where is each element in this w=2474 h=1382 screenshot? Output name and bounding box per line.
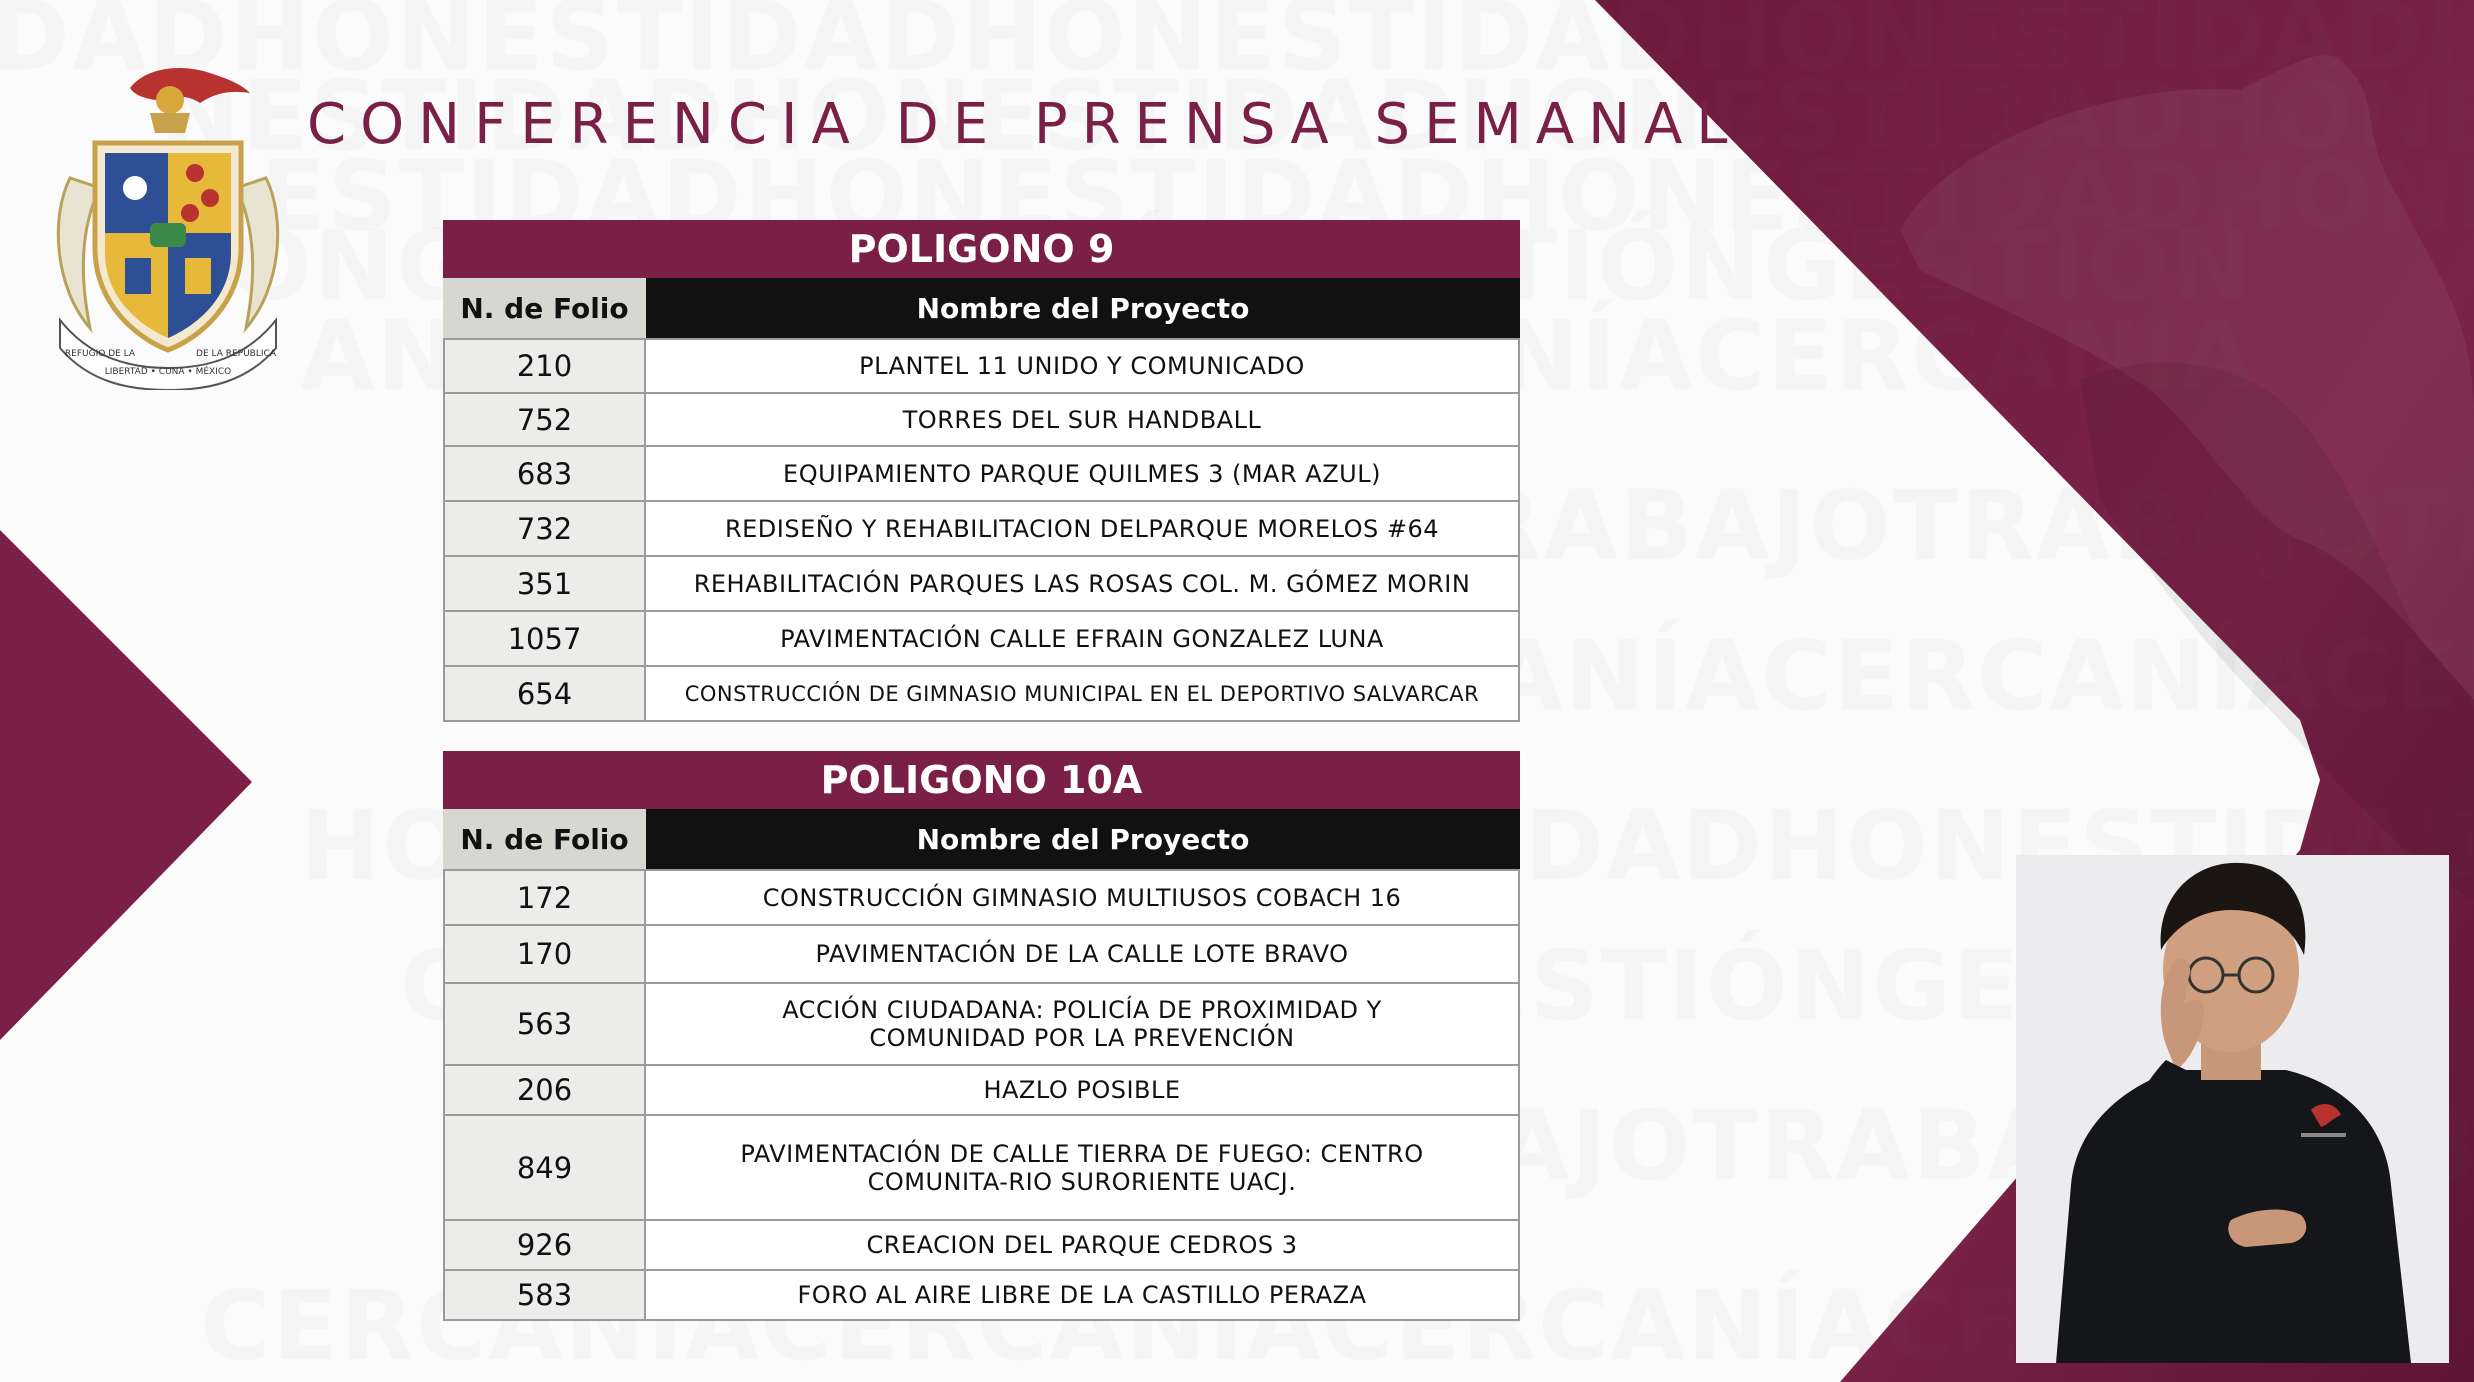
table-title: POLIGONO 10A [443, 751, 1520, 809]
project-name-cell: PLANTEL 11 UNIDO Y COMUNICADO [859, 352, 1305, 380]
poligono-10a-table [443, 751, 1520, 1321]
table-row [445, 445, 1518, 500]
project-name-cell: REHABILITACIÓN PARQUES LAS ROSAS COL. M. GÓMEZ MORIN [693, 569, 1471, 598]
folio-cell: 583 [445, 1271, 646, 1319]
table-row [445, 924, 1518, 982]
coat-of-arms-logo [50, 58, 286, 390]
folio-cell: 926 [445, 1221, 646, 1269]
project-name-cell: REDISEÑO Y REHABILITACION DELPARQUE MORELOS #64 [724, 514, 1440, 543]
table-rows [443, 338, 1520, 722]
column-header-row [443, 809, 1520, 869]
table-row [445, 982, 1518, 1064]
folio-cell: 849 [445, 1116, 646, 1219]
logo-motto-right: DE LA REPÚBLICA [196, 349, 276, 359]
project-name-cell: PAVIMENTACIÓN DE CALLE TIERRA DE FUEGO: CENTRO COMUNITA-RIO SURORIENTE UACJ. [740, 1139, 1424, 1196]
column-header-folio: N. de Folio [443, 278, 646, 338]
interpreter-figure [2016, 855, 2449, 1363]
table-row [445, 338, 1518, 392]
table-row [445, 500, 1518, 555]
table-row [445, 1114, 1518, 1219]
table-row [445, 869, 1518, 924]
project-name-cell: CONSTRUCCIÓN GIMNASIO MULTIUSOS COBACH 16 [762, 883, 1402, 912]
folio-cell: 170 [445, 926, 646, 982]
column-header-row [443, 278, 1520, 338]
project-name-cell: PAVIMENTACIÓN DE LA CALLE LOTE BRAVO [815, 940, 1349, 968]
project-name-cell: CREACION DEL PARQUE CEDROS 3 [866, 1231, 1298, 1259]
logo-motto-center: LIBERTAD • CUNA • MÉXICO [104, 367, 232, 377]
folio-cell: 1057 [445, 612, 646, 665]
folio-cell: 206 [445, 1066, 646, 1114]
interpreter-video [2016, 855, 2449, 1363]
table-row [445, 1269, 1518, 1319]
table-row [445, 665, 1518, 720]
column-header-name: Nombre del Proyecto [646, 809, 1520, 869]
folio-cell: 563 [445, 984, 646, 1064]
project-name-cell: PAVIMENTACIÓN CALLE EFRAIN GONZALEZ LUNA [780, 624, 1384, 653]
table-row [445, 392, 1518, 445]
folio-cell: 654 [445, 667, 646, 720]
folio-cell: 683 [445, 447, 646, 500]
poligono-9-table [443, 220, 1520, 722]
project-name-cell: FORO AL AIRE LIBRE DE LA CASTILLO PERAZA [797, 1281, 1367, 1309]
page-title: CONFERENCIA DE PRENSA SEMANAL [307, 92, 1742, 157]
table-row [445, 1064, 1518, 1114]
project-name-cell: TORRES DEL SUR HANDBALL [902, 405, 1262, 434]
project-name-cell: CONSTRUCCIÓN DE GIMNASIO MUNICIPAL EN EL DEPORTIVO SALVARCAR [684, 681, 1480, 706]
table-row [445, 610, 1518, 665]
folio-cell: 351 [445, 557, 646, 610]
table-rows [443, 869, 1520, 1321]
folio-cell: 752 [445, 394, 646, 445]
project-name-cell: ACCIÓN CIUDADANA: POLICÍA DE PROXIMIDAD Y COMUNIDAD POR LA PREVENCIÓN [782, 996, 1382, 1052]
column-header-folio: N. de Folio [443, 809, 646, 869]
table-row [445, 555, 1518, 610]
project-name-cell: EQUIPAMIENTO PARQUE QUILMES 3 (MAR AZUL) [783, 459, 1381, 488]
table-title: POLIGONO 9 [443, 220, 1520, 278]
column-header-name: Nombre del Proyecto [646, 278, 1520, 338]
logo-motto-left: REFUGIO DE LA [64, 349, 136, 359]
folio-cell: 732 [445, 502, 646, 555]
table-row [445, 1219, 1518, 1269]
folio-cell: 172 [445, 871, 646, 924]
project-name-cell: HAZLO POSIBLE [983, 1076, 1181, 1104]
folio-cell: 210 [445, 340, 646, 392]
